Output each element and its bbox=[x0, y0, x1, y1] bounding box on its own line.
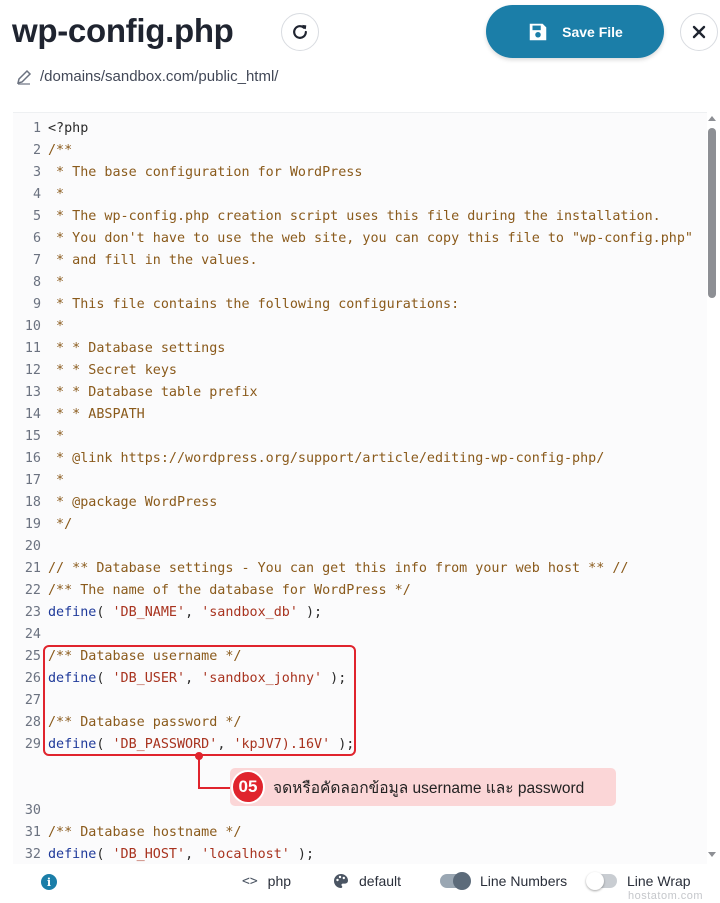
line-number: 16 bbox=[24, 451, 41, 466]
code-token: * * Database settings bbox=[48, 341, 226, 356]
code-token: 'DB_PASSWORD' bbox=[112, 737, 218, 752]
code-line[interactable] bbox=[13, 822, 707, 844]
code-token: /** Database password */ bbox=[48, 715, 242, 730]
code-token: , bbox=[185, 671, 202, 686]
code-token: /** The name of the database for WordPress */ bbox=[48, 583, 411, 598]
code-text bbox=[48, 338, 225, 360]
language-selector[interactable] bbox=[242, 873, 291, 889]
code-token: 'DB_NAME' bbox=[112, 605, 186, 620]
line-number: 14 bbox=[24, 407, 41, 422]
code-token: /** Database hostname */ bbox=[48, 825, 242, 840]
info-icon[interactable]: i bbox=[41, 874, 57, 890]
line-wrap-label: Line Wrap bbox=[627, 873, 691, 889]
code-line[interactable] bbox=[13, 470, 707, 492]
theme-label: default bbox=[359, 873, 402, 889]
code-token: define bbox=[48, 605, 97, 620]
code-text bbox=[48, 492, 217, 514]
annotation-callout bbox=[230, 768, 616, 806]
code-token: * @link https://wordpress.org/support/article/editing-wp-config-php/ bbox=[48, 451, 605, 466]
code-text bbox=[48, 382, 258, 404]
code-line[interactable] bbox=[13, 140, 707, 162]
code-token: ( bbox=[96, 671, 113, 686]
line-number: 19 bbox=[24, 517, 41, 532]
code-text bbox=[48, 360, 177, 382]
step-number-badge: 05 bbox=[231, 770, 265, 804]
code-line[interactable] bbox=[13, 272, 707, 294]
line-number: 25 bbox=[24, 649, 41, 664]
code-token: * bbox=[48, 319, 65, 334]
line-number: 11 bbox=[24, 341, 41, 356]
code-text bbox=[48, 272, 64, 294]
code-text bbox=[48, 294, 459, 316]
line-number: 18 bbox=[24, 495, 41, 510]
line-number: 27 bbox=[24, 693, 41, 708]
code-token: , bbox=[185, 605, 202, 620]
annotation-text: จดหรือคัดลอกข้อมูล username และ password bbox=[273, 779, 585, 797]
code-line[interactable] bbox=[13, 514, 707, 536]
line-number: 5 bbox=[32, 209, 41, 224]
scrollbar-thumb[interactable] bbox=[708, 128, 716, 298]
code-line[interactable] bbox=[13, 558, 707, 580]
code-line[interactable] bbox=[13, 448, 707, 470]
code-token: * This file contains the following configurations: bbox=[48, 297, 460, 312]
code-token: */ bbox=[48, 517, 73, 532]
toggle-knob bbox=[586, 872, 604, 890]
line-number: 23 bbox=[24, 605, 41, 620]
code-token: ( bbox=[96, 737, 113, 752]
code-token: * bbox=[48, 429, 65, 444]
code-token: define bbox=[48, 737, 97, 752]
line-number: 13 bbox=[24, 385, 41, 400]
code-token: , bbox=[185, 847, 202, 862]
editor-statusbar bbox=[0, 864, 720, 903]
line-number: 12 bbox=[24, 363, 41, 378]
code-text bbox=[48, 580, 411, 602]
line-number: 7 bbox=[32, 253, 41, 268]
code-token: * bbox=[48, 187, 65, 202]
code-token: ); bbox=[289, 847, 315, 862]
line-numbers-label: Line Numbers bbox=[480, 873, 568, 889]
line-wrap-toggle[interactable] bbox=[587, 874, 617, 888]
code-text bbox=[48, 558, 628, 580]
code-text bbox=[48, 404, 145, 426]
editor-scrollbar[interactable] bbox=[706, 112, 718, 864]
line-number: 3 bbox=[32, 165, 41, 180]
code-text bbox=[48, 844, 314, 864]
code-token: 'DB_HOST' bbox=[112, 847, 186, 862]
code-token: 'sandbox_johny' bbox=[201, 671, 323, 686]
code-token: ( bbox=[96, 847, 113, 862]
line-number: 9 bbox=[32, 297, 41, 312]
code-line[interactable] bbox=[13, 426, 707, 448]
language-label: php bbox=[267, 873, 292, 889]
code-text bbox=[48, 448, 604, 470]
reload-button[interactable] bbox=[281, 13, 319, 51]
code-line[interactable] bbox=[13, 360, 707, 382]
code-text bbox=[48, 228, 693, 250]
theme-selector[interactable] bbox=[333, 873, 401, 889]
watermark: hostatom.com bbox=[628, 890, 704, 902]
code-token: <?php bbox=[48, 121, 89, 136]
code-line[interactable] bbox=[13, 228, 707, 250]
code-token: * * Secret keys bbox=[48, 363, 177, 378]
code-line[interactable] bbox=[13, 536, 707, 558]
code-token: /** Database username */ bbox=[48, 649, 242, 664]
toggle-knob bbox=[453, 872, 471, 890]
line-number: 24 bbox=[24, 627, 41, 642]
code-text bbox=[48, 118, 88, 140]
code-token: * * Database table prefix bbox=[48, 385, 258, 400]
line-number: 28 bbox=[24, 715, 41, 730]
line-number: 21 bbox=[24, 561, 41, 576]
code-token: * bbox=[48, 473, 65, 488]
line-number: 8 bbox=[32, 275, 41, 290]
floppy-disk-icon bbox=[527, 21, 549, 43]
line-number: 6 bbox=[32, 231, 41, 246]
code-line[interactable] bbox=[13, 184, 707, 206]
code-line[interactable] bbox=[13, 580, 707, 602]
code-text bbox=[48, 206, 661, 228]
code-text bbox=[48, 426, 64, 448]
code-line[interactable] bbox=[13, 404, 707, 426]
code-token: * @package WordPress bbox=[48, 495, 218, 510]
code-token: // ** Database settings - You can get this info from your web host ** // bbox=[48, 561, 629, 576]
code-brackets-icon: <> bbox=[242, 873, 258, 889]
close-icon bbox=[691, 24, 707, 40]
refresh-icon bbox=[290, 22, 310, 42]
code-token: /** bbox=[48, 143, 73, 158]
code-token: 'sandbox_db' bbox=[201, 605, 298, 620]
code-line[interactable] bbox=[13, 602, 707, 624]
close-button[interactable] bbox=[680, 13, 718, 51]
code-token: * The wp-config.php creation script uses this file during the installation. bbox=[48, 209, 661, 224]
line-numbers-toggle-group[interactable] bbox=[440, 873, 567, 889]
line-number: 17 bbox=[24, 473, 41, 488]
code-text bbox=[48, 470, 64, 492]
code-line[interactable] bbox=[13, 382, 707, 404]
line-number: 10 bbox=[24, 319, 41, 334]
code-token: 'DB_USER' bbox=[112, 671, 186, 686]
pencil-icon bbox=[16, 69, 32, 85]
code-token: * The base configuration for WordPress bbox=[48, 165, 363, 180]
code-text bbox=[48, 162, 362, 184]
line-number: 32 bbox=[24, 847, 41, 862]
code-line[interactable] bbox=[13, 338, 707, 360]
line-numbers-toggle[interactable] bbox=[440, 874, 470, 888]
code-token: * You don't have to use the web site, you can copy this file to "wp-config.php" bbox=[48, 231, 693, 246]
code-token: * * ABSPATH bbox=[48, 407, 145, 422]
code-text bbox=[48, 316, 64, 338]
code-text bbox=[48, 250, 258, 272]
annotation-connector-line bbox=[198, 787, 234, 789]
line-number: 1 bbox=[32, 121, 41, 136]
scroll-up-arrow-icon[interactable] bbox=[708, 116, 716, 121]
code-token: * bbox=[48, 275, 65, 290]
code-line[interactable] bbox=[13, 250, 707, 272]
code-token: ); bbox=[330, 737, 355, 752]
file-title: wp-config.php bbox=[12, 12, 234, 49]
code-line[interactable] bbox=[13, 316, 707, 338]
code-text bbox=[48, 602, 322, 624]
code-line[interactable] bbox=[13, 118, 707, 140]
code-token: define bbox=[48, 847, 97, 862]
line-number: 20 bbox=[24, 539, 41, 554]
code-line[interactable] bbox=[13, 162, 707, 184]
code-token: ( bbox=[96, 605, 113, 620]
line-number: 4 bbox=[32, 187, 41, 202]
line-number: 31 bbox=[24, 825, 41, 840]
line-number: 30 bbox=[24, 803, 41, 818]
code-token: * and fill in the values. bbox=[48, 253, 258, 268]
file-path bbox=[16, 68, 278, 85]
line-number: 29 bbox=[24, 737, 41, 752]
code-text bbox=[48, 184, 64, 206]
code-line[interactable] bbox=[13, 492, 707, 514]
code-token: 'kpJV7).16V' bbox=[233, 737, 331, 752]
line-number: 15 bbox=[24, 429, 41, 444]
code-text bbox=[48, 514, 72, 536]
code-token: , bbox=[217, 737, 234, 752]
code-text bbox=[48, 140, 72, 162]
code-token: 'localhost' bbox=[201, 847, 290, 862]
scroll-down-arrow-icon[interactable] bbox=[708, 852, 716, 857]
code-token: ); bbox=[297, 605, 323, 620]
credentials-highlight-box bbox=[43, 645, 356, 756]
annotation-connector-line bbox=[198, 756, 200, 788]
file-path-text: /domains/sandbox.com/public_html/ bbox=[40, 68, 279, 85]
code-line[interactable] bbox=[13, 624, 707, 646]
code-line[interactable] bbox=[13, 294, 707, 316]
code-line[interactable] bbox=[13, 206, 707, 228]
palette-icon bbox=[333, 873, 349, 889]
code-line[interactable] bbox=[13, 844, 707, 864]
line-wrap-toggle-group[interactable] bbox=[587, 873, 691, 889]
code-token: ); bbox=[322, 671, 347, 686]
line-number: 22 bbox=[24, 583, 41, 598]
save-file-label: Save File bbox=[562, 23, 623, 40]
editor-header bbox=[0, 0, 720, 112]
code-token: define bbox=[48, 671, 97, 686]
line-number: 2 bbox=[32, 143, 41, 158]
code-text bbox=[48, 822, 241, 844]
save-file-button[interactable] bbox=[486, 5, 664, 58]
line-number: 26 bbox=[24, 671, 41, 686]
